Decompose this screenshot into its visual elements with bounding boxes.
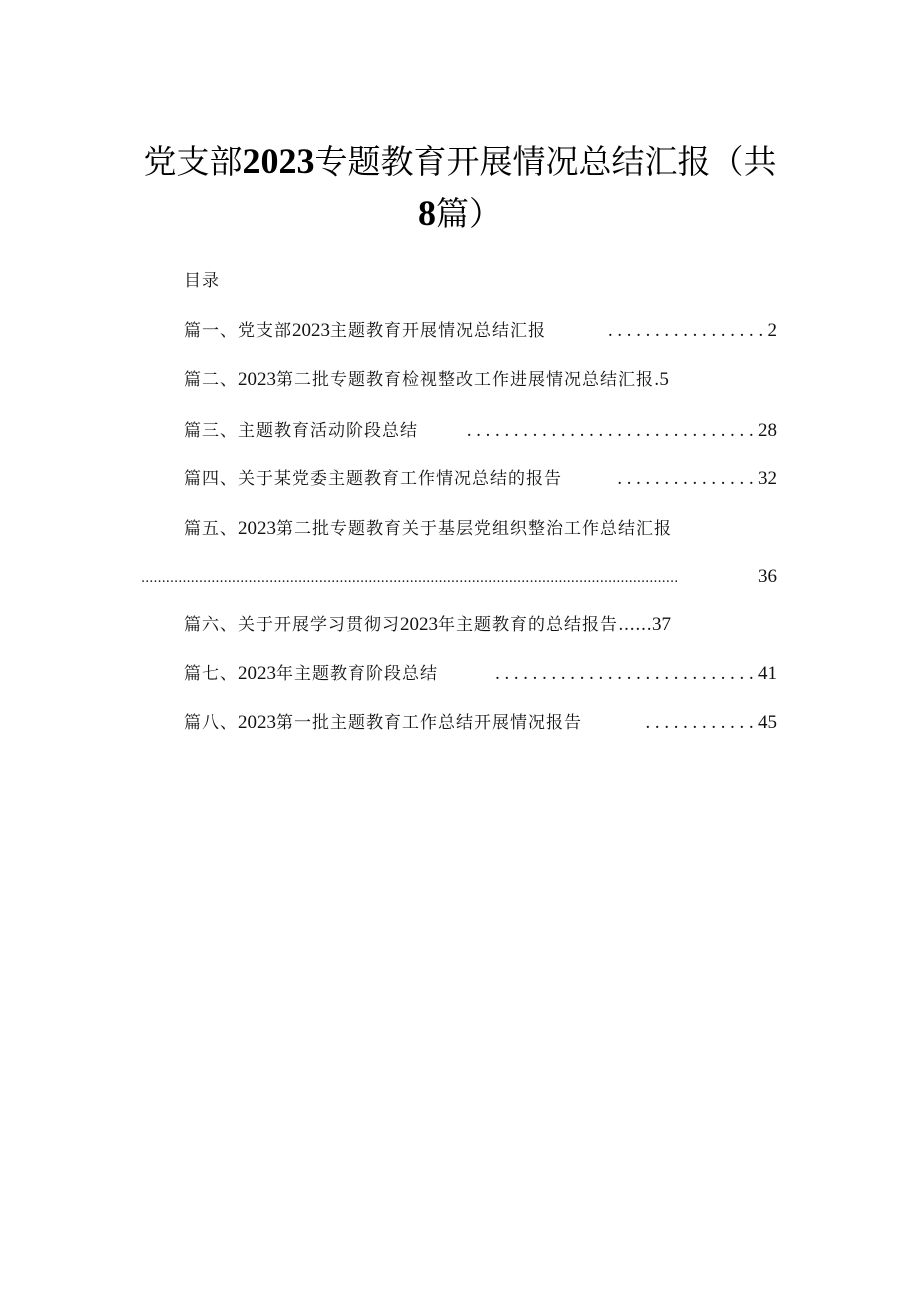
toc-page-number: 36: [758, 566, 777, 587]
title-count: 8: [418, 193, 436, 233]
toc-leader-dots: .................: [607, 321, 768, 341]
toc-entry-label: [184, 320, 546, 342]
toc-entry-8[interactable]: [184, 712, 777, 734]
title-suffix: 专题教育开展情况总结汇报（共: [314, 142, 777, 181]
document-title-line-1: [100, 143, 820, 179]
toc-entry-label: [184, 468, 562, 490]
toc-entry-6[interactable]: [184, 614, 777, 636]
toc-page-number: 32: [758, 468, 777, 489]
toc-entry-rest: 年主题教育阶段总结: [276, 664, 438, 684]
toc-entry-5[interactable]: [184, 518, 672, 540]
toc-entry-prefix: 篇七、: [184, 664, 238, 684]
toc-entry-year: 2023: [400, 614, 438, 635]
toc-entry-year: 2023: [238, 712, 276, 733]
toc-page-number: 37: [652, 614, 671, 635]
toc-entry-label: [184, 614, 618, 636]
title-count-suffix: 篇）: [436, 194, 502, 233]
toc-entry-rest: 第一批主题教育工作总结开展情况报告: [276, 713, 582, 733]
toc-entry-rest: 第二批专题教育检视整改工作进展情况总结汇报: [276, 370, 654, 390]
toc-entry-prefix: 篇五、: [184, 519, 238, 539]
toc-entry-year: 2023: [292, 320, 330, 341]
document-title-line-2: [100, 195, 820, 231]
toc-leader-dots: ............................: [494, 664, 758, 684]
toc-entry-1[interactable]: [184, 320, 777, 342]
toc-page-number: 5: [659, 369, 669, 390]
toc-entry-label: [184, 663, 438, 685]
toc-leader-dots: .: [654, 370, 660, 390]
toc-entry-3[interactable]: [184, 420, 777, 442]
toc-page-number: 45: [758, 712, 777, 733]
toc-leader-dots: ……: [618, 615, 652, 635]
toc-entry-rest: 第二批专题教育关于基层党组织整治工作总结汇报: [276, 519, 672, 539]
title-prefix: 党支部: [143, 142, 243, 181]
title-year: 2023: [242, 141, 315, 181]
toc-entry-rest: 主题教育开展情况总结汇报: [330, 321, 546, 341]
toc-entry-year: 2023: [238, 518, 276, 539]
toc-entry-prefix: 篇三、主题教育活动阶段总结: [184, 421, 418, 441]
toc-leader-dots: ............: [645, 713, 758, 733]
toc-entry-label: [184, 712, 582, 734]
toc-entry-label: [184, 420, 418, 442]
toc-page-number: 2: [767, 320, 777, 341]
toc-entry-prefix: 篇二、: [184, 370, 238, 390]
toc-entry-year: 2023: [238, 663, 276, 684]
toc-page-number: 28: [758, 420, 777, 441]
toc-entry-prefix: 篇六、关于开展学习贯彻习: [184, 615, 400, 635]
toc-leader-dots: ...............................: [466, 421, 758, 441]
toc-entry-year: 2023: [238, 369, 276, 390]
toc-entry-prefix: 篇四、关于某党委主题教育工作情况总结的报告: [184, 469, 562, 489]
toc-entry-7[interactable]: [184, 663, 777, 685]
toc-leader-dots: ..................................................................................................................................: [141, 571, 679, 586]
toc-page-number: 41: [758, 663, 777, 684]
toc-entry-4[interactable]: [184, 468, 777, 490]
toc-heading: 目录: [184, 271, 220, 291]
toc-entry-prefix: 篇一、党支部: [184, 321, 292, 341]
toc-leader-dots: ...............: [616, 469, 758, 489]
toc-entry-5-continuation[interactable]: [141, 566, 777, 588]
toc-entry-rest: 年主题教育的总结报告: [438, 615, 618, 635]
toc-entry-prefix: 篇八、: [184, 713, 238, 733]
toc-entry-2[interactable]: [184, 369, 777, 391]
toc-entry-label: [184, 369, 654, 391]
